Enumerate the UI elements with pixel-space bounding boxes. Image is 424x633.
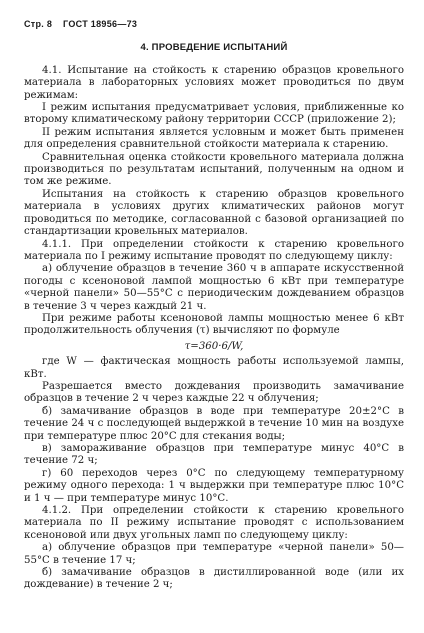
paragraph: II режим испытания является условным и может быть применен для определения сравнительной стойкости материала к старению. (24, 126, 404, 151)
paragraph: I режим испытания предусматривает условия, приближенные ко второму климатическому району территории СССР (приложение 2); (24, 102, 404, 126)
paragraph: б) замачивание образцов в воде при температуре 20±2°С в течение 24 ч с последующей выдержкой в течение 10 мин на воздухе при температуре плюс 20°С для стекания воды; (24, 405, 404, 442)
paragraph: 4.1.1. При определении стойкости к старению кровельного материала по I режиму испытание проводят по следующему циклу: (24, 238, 404, 262)
paragraph: а) облучение образцов в течение 360 ч в аппарате искусственной погоды с ксеноновой лампой мощностью 6 кВт при температуре «черной панели» 50—55°С с периодическим дождеванием образцов в течение 3 ч через каждый 21 ч. (24, 263, 404, 312)
standard-code: ГОСТ 18956—73 (63, 19, 138, 29)
formula: τ=360·6/W, (184, 340, 244, 352)
paragraph: 4.1.2. При определении стойкости к старению кровельного материала по II режиму испытание проводят с использованием ксеноновой или двух угольных ламп по следующему циклу: (24, 505, 404, 541)
paragraph: б) замачивание образцов в дистиллированной воде (или их дождевание) в течение 2 ч; (24, 567, 404, 591)
paragraph: а) облучение образцов при температуре «черной панели» 50—55°С в течение 17 ч; (24, 542, 404, 566)
paragraph: Разрешается вместо дождевания производить замачивание образцов в течение 2 ч через каждые 22 ч облучения; (24, 380, 404, 405)
running-head (24, 18, 404, 30)
page-number: Стр. 8 (24, 19, 53, 29)
paragraph: При режиме работы ксеноновой лампы мощностью менее 6 кВт продолжительность облучения (τ) вычисляют по формуле (24, 312, 404, 337)
paragraph: г) 60 переходов через 0°С по следующему температурному режиму одного перехода: 1 ч выдержки при температуре плюс 10°С и 1 ч — при температуре минус 10°С. (24, 467, 404, 504)
paragraph: в) замораживание образцов при температуре минус 40°С в течение 72 ч; (24, 443, 404, 467)
section-title: 4. ПРОВЕДЕНИЕ ИСПЫТАНИЙ (140, 42, 288, 54)
paragraph: Испытания на стойкость к старению образцов кровельного материала в условиях других климатических районов могут проводиться по методике, согласованной с базовой организацией по стандартизации кровельных материалов. (24, 188, 404, 238)
paragraph: Сравнительная оценка стойкости кровельного материала должна производиться по результатам испытаний, полученным на одном и том же режиме. (24, 151, 404, 188)
paragraph: где W — фактическая мощность работы используемой лампы, кВт. (24, 356, 404, 380)
paragraph: 4.1. Испытание на стойкость к старению образцов кровельного материала в лабораторных условиях может проводиться по двум режимам: (24, 64, 404, 101)
